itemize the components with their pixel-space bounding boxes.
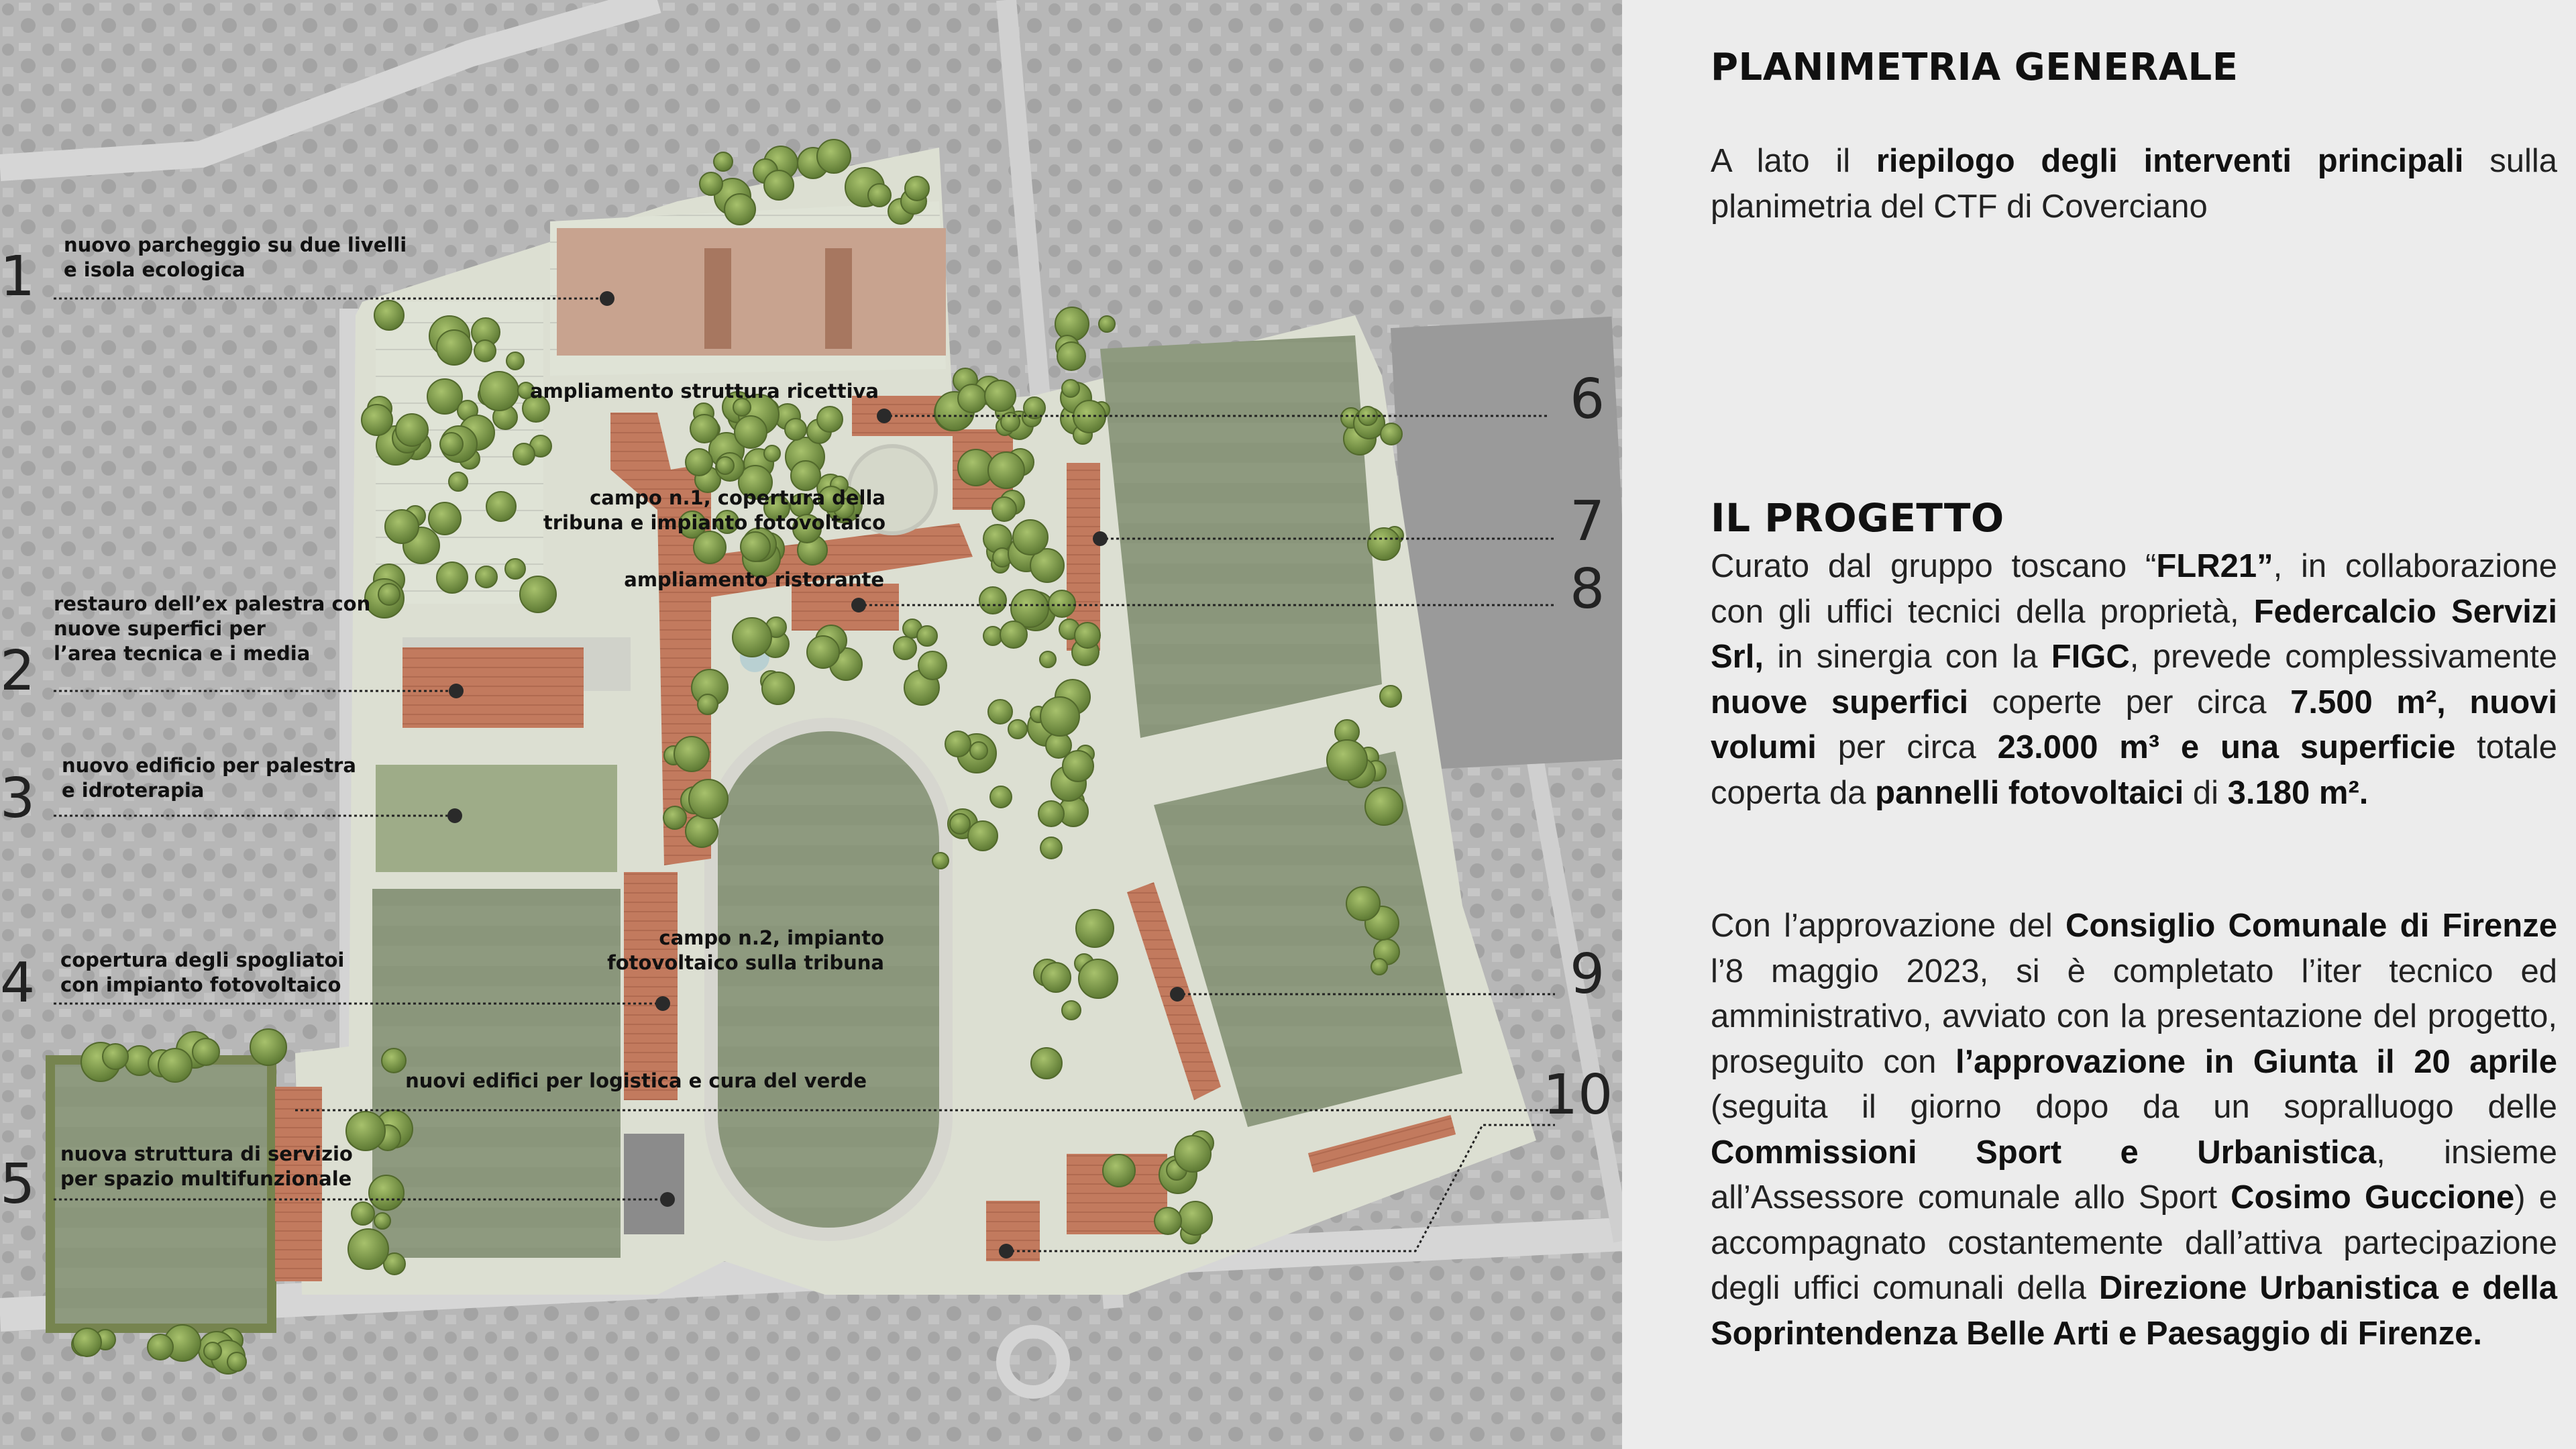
tree — [362, 405, 392, 435]
bold-run: Consiglio Comunale di Firenze — [2065, 908, 2557, 944]
tree — [1062, 380, 1079, 397]
legend-number-3: 3 — [0, 767, 36, 830]
tree — [674, 737, 709, 771]
tree — [374, 301, 404, 330]
tree — [1031, 1048, 1062, 1079]
tree — [1103, 1155, 1135, 1187]
tree — [663, 806, 686, 829]
tree — [1380, 686, 1401, 707]
bold-run: Federcalcio Servizi Srl, — [1711, 593, 2557, 675]
tree — [785, 419, 806, 440]
tree — [1099, 316, 1115, 332]
tree — [950, 814, 970, 834]
tree — [817, 140, 851, 173]
text-run: l’8 maggio 2023, si è completato l’iter tecnico ed amministrativo, avviato con la presentazione del progetto, proseguito con — [1711, 953, 2557, 1080]
tree — [968, 821, 998, 851]
bold-run: 3.180 m². — [2227, 774, 2369, 811]
tree — [983, 525, 1012, 553]
tree — [1013, 520, 1048, 555]
tree — [505, 559, 525, 579]
legend-label-1: nuovo parcheggio su due livelli e isola ecologica — [64, 233, 407, 281]
tree — [905, 176, 929, 201]
text-run: , prevede complessivamente — [2129, 639, 2557, 675]
bold-run: pannelli fotovoltaici — [1875, 774, 2184, 811]
text-run: ) e accompagnato costantemente dall’attiva partecipazione degli uffici comunali della — [1711, 1179, 2557, 1306]
tree — [227, 1352, 246, 1371]
tree — [983, 627, 1002, 645]
tree — [352, 1202, 374, 1225]
tree — [690, 415, 718, 443]
tree — [1155, 1208, 1181, 1234]
tree — [449, 472, 468, 491]
tree — [1062, 1001, 1081, 1020]
tree — [429, 502, 461, 535]
tree — [970, 742, 987, 759]
tree — [918, 651, 947, 680]
tree — [437, 562, 468, 593]
tree — [714, 152, 733, 171]
tree — [1063, 751, 1093, 782]
tree — [158, 1049, 192, 1082]
tree — [204, 1342, 221, 1360]
tree — [817, 407, 843, 432]
tree — [520, 576, 556, 612]
tree — [385, 510, 419, 543]
text-run: (seguita il giorno dopo da un sopralluogo delle — [1711, 1089, 2557, 1125]
text-run: Curato dal gruppo toscano “ — [1711, 548, 2157, 584]
tree — [762, 672, 794, 704]
tree — [698, 694, 718, 714]
tree — [807, 636, 839, 668]
tree — [689, 780, 728, 818]
intro-paragraph — [1711, 139, 2557, 229]
tree — [348, 1229, 388, 1269]
tree — [1365, 788, 1403, 825]
tree — [700, 172, 722, 195]
tree — [1179, 1201, 1212, 1235]
legend-number-7: 7 — [1570, 490, 1605, 553]
tree — [193, 1038, 219, 1065]
tree — [506, 352, 524, 370]
tree — [932, 853, 949, 869]
tree — [735, 416, 767, 448]
bold-run: l’approvazione in Giunta il 20 aprile — [1955, 1043, 2557, 1080]
tree — [990, 786, 1012, 808]
tree — [979, 587, 1006, 614]
text-run: di — [2184, 774, 2228, 811]
tree — [1038, 801, 1064, 826]
text-run: , in collaborazione con gli uffici tecnici della proprietà, — [1711, 548, 2558, 630]
tree — [427, 379, 462, 414]
project-paragraph — [1711, 544, 2557, 816]
legend-label-2: restauro dell’ex palestra con nuove superfici per l’area tecnica e i media — [54, 592, 371, 665]
tree — [437, 330, 472, 365]
legend-label-7: campo n.1, copertura della tribuna e impianto fotovoltaico — [543, 486, 885, 534]
text-run: , insieme all’Assessore comunale allo Sport — [1711, 1134, 2557, 1216]
tree — [73, 1328, 101, 1356]
tree — [378, 584, 400, 605]
tree — [1371, 959, 1387, 975]
tree — [1040, 837, 1062, 859]
tree — [694, 531, 726, 564]
tree — [1041, 963, 1071, 992]
tree — [1040, 697, 1079, 736]
tree — [369, 1175, 404, 1210]
text-run: totale coperta da — [1711, 729, 2558, 811]
bold-run: Cosimo Guccione — [2231, 1179, 2515, 1216]
tree — [374, 1213, 390, 1229]
legend-label-4: copertura degli spogliatoi con impianto fotovoltaico — [60, 949, 345, 996]
tree — [250, 1029, 286, 1065]
bold-run: 7.500 m², nuovi volumi — [1711, 684, 2557, 765]
tree — [1076, 910, 1114, 947]
bold-run: FLR21” — [2156, 548, 2273, 584]
legend-label-8: ampliamento ristorante — [624, 568, 884, 591]
tree — [1346, 887, 1380, 920]
legend-number-1: 1 — [0, 245, 36, 309]
approval-paragraph — [1711, 904, 2557, 1356]
tree — [1049, 590, 1075, 617]
tree — [917, 626, 937, 646]
tree — [764, 170, 794, 200]
bold-run: nuove superfici — [1711, 684, 1969, 720]
tree — [958, 384, 986, 413]
intro-text: A lato il — [1711, 143, 1876, 179]
tree — [945, 731, 971, 757]
text-run: per circa — [1816, 729, 1998, 765]
legend-number-5: 5 — [0, 1152, 36, 1216]
bold-run: 23.000 m³ e una superficie — [1997, 729, 2456, 765]
bold-run: FIGC — [2051, 639, 2130, 675]
tree — [741, 532, 770, 561]
tree — [1175, 1136, 1211, 1172]
tree — [733, 618, 771, 657]
legend-label-6: ampliamento struttura ricettiva — [529, 380, 879, 402]
intro-bold: riepilogo degli interventi principali — [1876, 143, 2464, 179]
tree — [513, 443, 535, 465]
legend-label-5: nuova struttura di servizio per spazio multifunzionale — [60, 1142, 353, 1190]
tree — [1040, 651, 1056, 667]
tree — [440, 433, 463, 455]
legend-number-10: 10 — [1543, 1063, 1613, 1127]
tree — [1381, 423, 1402, 445]
panel-title: PLANIMETRIA GENERALE — [1711, 46, 2239, 89]
legend-label-3: nuovo edificio per palestra e idroterapia — [62, 754, 356, 802]
tree — [1057, 342, 1085, 370]
tree — [988, 452, 1024, 488]
tree — [716, 457, 734, 474]
tree — [1079, 959, 1118, 998]
bold-run: Direzione Urbanistica e della Soprintendenza Belle Arti e Paesaggio di Firenze. — [1711, 1270, 2557, 1352]
tree — [686, 815, 718, 847]
legend-number-8: 8 — [1570, 557, 1605, 621]
tree — [724, 194, 755, 225]
text-run: coperte per circa — [1968, 684, 2291, 720]
tree — [1327, 740, 1367, 780]
legend-number-6: 6 — [1570, 368, 1605, 431]
tree — [1075, 623, 1100, 648]
tree — [1008, 720, 1027, 739]
intro-text: sulla planimetria del CTF di Coverciano — [1711, 143, 2558, 225]
tree — [480, 372, 519, 411]
tree — [476, 566, 497, 588]
tree — [486, 492, 516, 521]
legend-number-2: 2 — [0, 639, 36, 703]
bold-run: Commissioni Sport e Urbanistica — [1711, 1134, 2377, 1171]
section-title: IL PROGETTO — [1711, 495, 2004, 541]
text-run: in sinergia con la — [1763, 639, 2051, 675]
tree — [1000, 621, 1027, 648]
tree — [474, 340, 496, 362]
tree — [985, 380, 1016, 411]
text-run: Con l’approvazione del — [1711, 908, 2066, 944]
tree — [868, 184, 891, 207]
tree — [396, 414, 428, 446]
legend-number-9: 9 — [1570, 943, 1605, 1006]
tree — [103, 1044, 128, 1069]
legend-label-9: campo n.2, impianto fotovoltaico sulla tribuna — [607, 926, 884, 974]
legend-number-4: 4 — [0, 951, 36, 1015]
tree — [764, 445, 780, 462]
tree — [992, 497, 1016, 521]
legend-label-10: nuovi edifici per logistica e cura del verde — [405, 1069, 867, 1092]
tree — [894, 637, 916, 659]
tree — [148, 1334, 173, 1360]
tree — [1368, 528, 1400, 560]
tree — [382, 1049, 406, 1073]
tree — [988, 700, 1012, 724]
tree — [686, 449, 712, 476]
